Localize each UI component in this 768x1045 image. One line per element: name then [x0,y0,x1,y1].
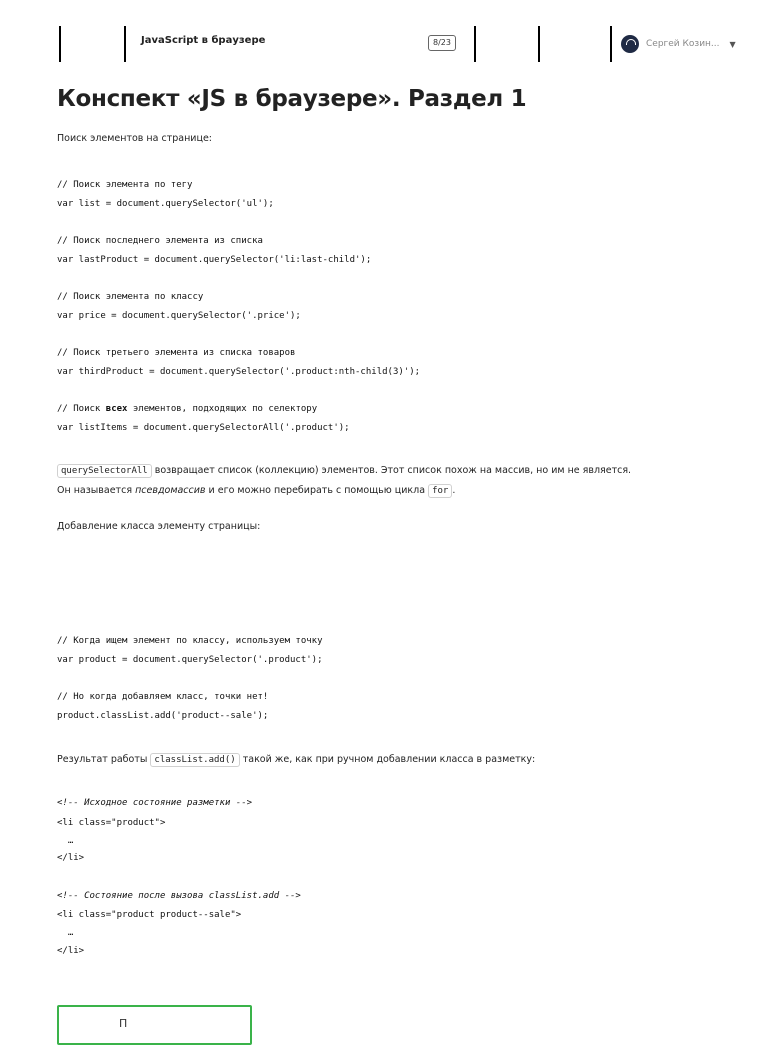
paragraph-text: возвращает список (коллекцию) элементов. Этот список похож на массив, но им не является. [151,465,632,476]
code-line: … [57,928,74,938]
inline-code: for [428,484,452,498]
code-line: product.classList.add('product--sale'); [57,711,269,721]
code-line: var thirdProduct = document.querySelector('.product:nth-child(3)'); [57,367,421,377]
code-line: var list = document.querySelector('ul'); [57,199,274,209]
code-comment: // Поиск последнего элемента из списка [57,236,263,246]
code-comment: <!-- Состояние после вызова classList.add --> [57,891,301,901]
intro-search-text: Поиск элементов на странице: [57,133,212,144]
paragraph-text: такой же, как при ручном добавлении класса в разметку: [239,754,536,765]
code-line: </li> [57,853,85,863]
top-bar [0,0,768,88]
result-paragraph [57,754,535,765]
next-step-label: П [119,1017,128,1030]
page-counter-badge: 8/23 [428,35,456,51]
code-line: </li> [57,946,85,956]
header-divider [474,26,476,62]
inline-code: querySelectorAll [57,464,152,478]
paragraph-emphasis: псевдомассив [135,485,206,496]
code-comment: // Поиск третьего элемента из списка товаров [57,348,296,358]
code-comment: // Поиск элемента по классу [57,292,204,302]
code-comment: // Поиск элемента по тегу [57,180,193,190]
user-name[interactable]: Сергей Козин... [646,39,720,49]
intro-class-text: Добавление класса элементу страницы: [57,521,261,532]
code-line: <li class="product product--sale"> [57,910,242,920]
paragraph-text: Результат работы [57,754,151,765]
qsa-paragraph-line1 [57,465,631,476]
course-title-link[interactable]: JavaScript в браузере [141,35,266,46]
code-comment: // Когда ищем элемент по классу, используем точку [57,636,323,646]
code-line: var price = document.querySelector('.price'); [57,311,301,321]
code-comment-part: // Поиск [57,404,106,414]
chevron-down-icon[interactable]: ▼ [729,39,736,49]
paragraph-text: Он называется [57,485,136,496]
code-line: var product = document.querySelector('.product'); [57,655,323,665]
qsa-paragraph-line2 [57,485,455,496]
page-title: Конспект «JS в браузере». Раздел 1 [57,86,527,112]
header-divider [538,26,540,62]
code-line: <li class="product"> [57,818,166,828]
header-divider [610,26,612,62]
code-comment-part: элементов, подходящих по селектору [127,404,318,414]
avatar[interactable] [621,35,639,53]
paragraph-text: . [452,485,456,496]
user-menu[interactable] [621,34,736,54]
code-line: var lastProduct = document.querySelector('li:last-child'); [57,255,372,265]
header-divider [124,26,126,62]
code-comment-emphasis: всех [105,404,128,414]
inline-code: classList.add() [150,753,239,767]
code-comment: <!-- Исходное состояние разметки --> [57,798,253,808]
header-divider [59,26,61,62]
paragraph-text: и его можно перебирать с помощью цикла [205,485,429,496]
code-line: var listItems = document.querySelectorAll('.product'); [57,423,350,433]
next-step-button[interactable] [57,1005,252,1045]
code-line: … [57,836,74,846]
code-comment: // Но когда добавляем класс, точки нет! [57,692,269,702]
code-comment [57,404,317,414]
